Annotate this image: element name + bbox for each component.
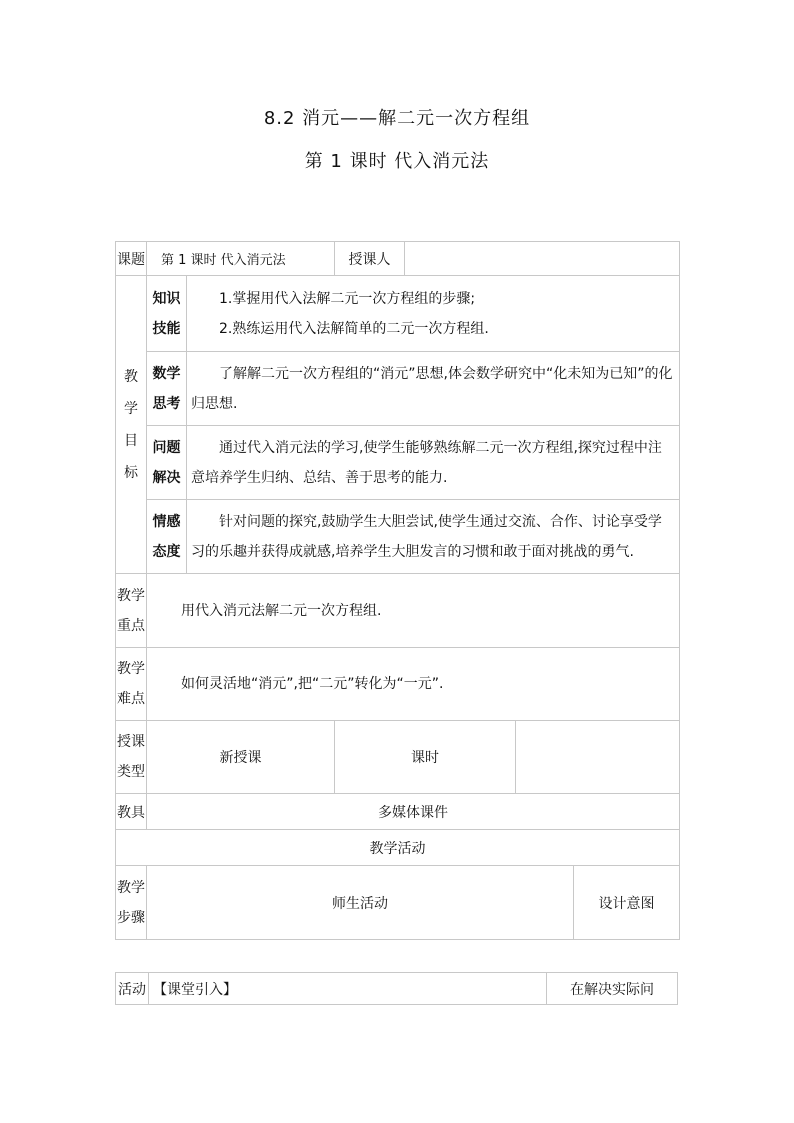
tools-label: 教具 bbox=[116, 794, 147, 830]
problem-label bbox=[147, 426, 187, 500]
row-objective-thinking bbox=[116, 352, 680, 426]
difficulty-text: 如何灵活地“消元”,把“二元”转化为“一元”. bbox=[147, 648, 680, 721]
row-objective-attitude bbox=[116, 500, 680, 574]
knowledge-label-line-1: 知识 bbox=[152, 290, 181, 307]
lesson-subtitle: 第 1 课时 代入消元法 bbox=[304, 151, 490, 172]
activities-header: 教学活动 bbox=[116, 830, 680, 866]
attitude-text: 针对问题的探究,鼓励学生大胆尝试,使学生通过交流、合作、讨论享受学习的乐趣并获得成就感,培养学生大胆发言的习惯和敢于面对挑战的勇气. bbox=[187, 500, 680, 574]
lesson-title: 8.2 消元——解二元一次方程组 bbox=[263, 108, 531, 129]
difficulty-label-line-1: 教学 bbox=[117, 661, 145, 677]
difficulty-label-line-2: 难点 bbox=[117, 691, 145, 707]
thinking-label bbox=[147, 352, 187, 426]
objectives-char-1: 教 bbox=[124, 368, 138, 385]
lesson-type-label bbox=[116, 721, 147, 794]
key-point-label-line-1: 教学 bbox=[117, 587, 145, 604]
objectives-char-2: 学 bbox=[124, 400, 138, 417]
teacher-label: 授课人 bbox=[335, 242, 405, 276]
objectives-char-3: 目 bbox=[124, 432, 138, 449]
row-difficulty bbox=[116, 648, 680, 721]
steps-label bbox=[116, 866, 147, 940]
steps-col-activity: 师生活动 bbox=[147, 866, 574, 940]
activity-title: 【课堂引入】 bbox=[149, 973, 547, 1005]
row-steps bbox=[116, 866, 680, 940]
problem-text: 通过代入消元法的学习,使学生能够熟练解二元一次方程组,探究过程中注意培养学生归纳、总结、善于思考的能力. bbox=[187, 426, 680, 500]
key-point-label-line-2: 重点 bbox=[117, 617, 145, 634]
row-objective-knowledge bbox=[116, 276, 680, 352]
row-topic bbox=[116, 242, 680, 276]
activity-table bbox=[115, 972, 678, 1005]
knowledge-label-line-2: 技能 bbox=[152, 320, 181, 337]
row-objective-problem bbox=[116, 426, 680, 500]
row-lesson-type bbox=[116, 721, 680, 794]
steps-label-line-1: 教学 bbox=[117, 879, 145, 896]
row-activities-header bbox=[116, 830, 680, 866]
attitude-label bbox=[147, 500, 187, 574]
knowledge-item-1: 1.掌握用代入法解二元一次方程组的步骤; bbox=[219, 290, 476, 307]
row-tools bbox=[116, 794, 680, 830]
objectives-label bbox=[116, 276, 147, 574]
topic-value: 第 1 课时 代入消元法 bbox=[147, 242, 335, 276]
thinking-label-line-2: 思考 bbox=[152, 395, 181, 412]
attitude-label-line-2: 态度 bbox=[152, 543, 181, 560]
activity-label: 活动 bbox=[116, 973, 149, 1005]
key-point-label bbox=[116, 574, 147, 648]
knowledge-text bbox=[187, 276, 680, 352]
problem-label-line-2: 解决 bbox=[152, 469, 181, 486]
lesson-type-label-line-2: 类型 bbox=[117, 764, 145, 780]
lesson-type-value: 新授课 bbox=[147, 721, 335, 794]
hours-label: 课时 bbox=[335, 721, 516, 794]
problem-label-line-1: 问题 bbox=[152, 439, 181, 456]
knowledge-label bbox=[147, 276, 187, 352]
knowledge-item-2: 2.熟练运用代入法解简单的二元一次方程组. bbox=[219, 320, 489, 337]
thinking-label-line-1: 数学 bbox=[152, 365, 181, 382]
activity-intent: 在解决实际问 bbox=[547, 973, 678, 1005]
steps-col-intent: 设计意图 bbox=[574, 866, 680, 940]
objectives-char-4: 标 bbox=[124, 464, 138, 481]
lesson-type-label-line-1: 授课 bbox=[117, 734, 145, 750]
tools-value: 多媒体课件 bbox=[147, 794, 680, 830]
topic-label: 课题 bbox=[116, 242, 147, 276]
steps-label-line-2: 步骤 bbox=[117, 909, 145, 926]
row-key-point bbox=[116, 574, 680, 648]
key-point-text: 用代入消元法解二元一次方程组. bbox=[147, 574, 680, 648]
activity-row bbox=[116, 973, 678, 1005]
attitude-label-line-1: 情感 bbox=[152, 513, 181, 530]
thinking-text: 了解解二元一次方程组的“消元”思想,体会数学研究中“化未知为已知”的化归思想. bbox=[187, 352, 680, 426]
hours-value bbox=[516, 721, 680, 794]
difficulty-label bbox=[116, 648, 147, 721]
teacher-value bbox=[405, 242, 680, 276]
lesson-plan-table bbox=[115, 241, 680, 940]
